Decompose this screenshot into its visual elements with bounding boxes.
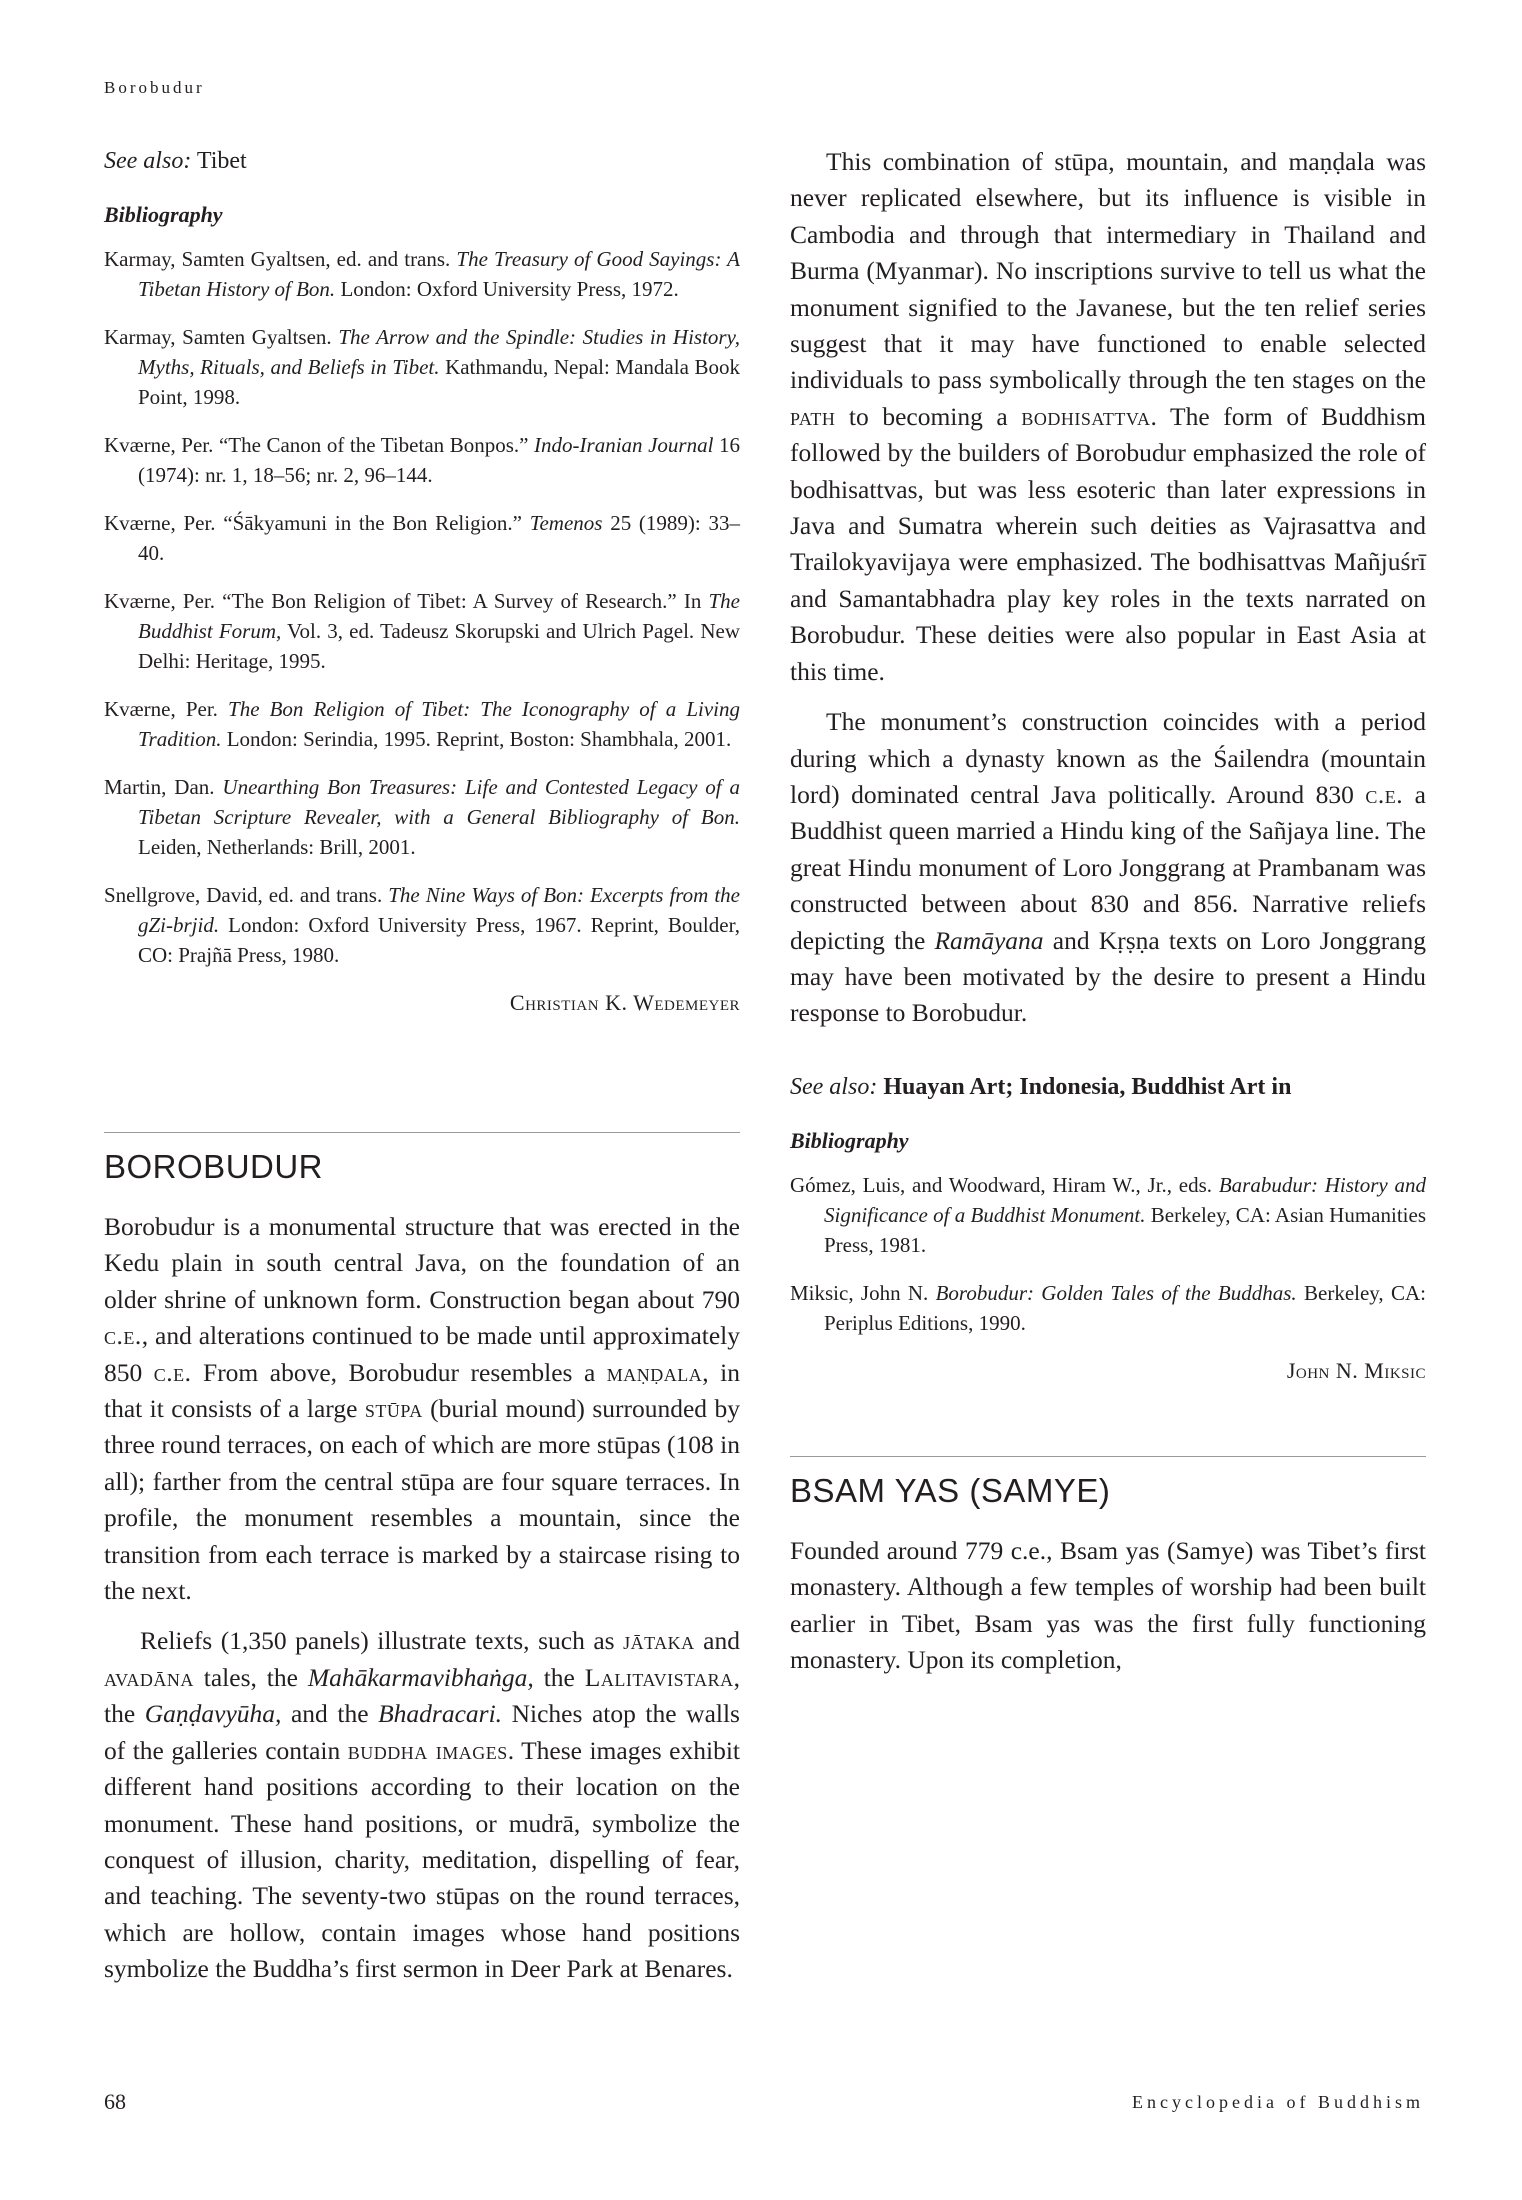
book-title-footer: Encyclopedia of Buddhism: [1132, 2092, 1424, 2112]
bibliography-entry: Miksic, John N. Borobudur: Golden Tales of the Buddhas. Berkeley, CA: Periplus Editions, 1990.: [790, 1280, 1426, 1335]
entry-title-borobudur: BOROBUDUR: [104, 1148, 324, 1185]
bon-bibliography-heading: Bibliography: [104, 202, 223, 227]
see-also-label: See also:: [790, 1073, 878, 1100]
entry-title-bsam-yas: BSAM YAS (SAMYE): [790, 1471, 1111, 1509]
cross-ref-bodhisattva[interactable]: bodhisattva: [1021, 401, 1151, 431]
borobudur-paragraph-4: The monument’s construction coincides with a period during which a dynasty known as the Śailendra (mountain lord) dominated central Java politically. Around 830 c.e. a Buddhist queen married a Hindu king of the Sañjaya line. The great Hindu monument of Loro Jonggrang at Prambanam was constructed between about 830 and 856. Narrative reliefs depicting the Ramāyana and Kṛṣṇa texts on Loro Jonggrang may have been motivated by the desire to present a Hindu response to Borobudur.: [790, 707, 1427, 1028]
page-number: 68: [104, 2089, 126, 2114]
left-column: [104, 140, 740, 2002]
borobudur-paragraph-1: Borobudur is a monumental structure that was erected in the Kedu plain in south central Java, on the foundation of an older shrine of unknown form. Construction began about 790 c.e., and alterations continued to be made until approximately 850 c.e. From above, Borobudur resembles a maṇḍala, in that it consists of a large stūpa (burial mound) surrounded by three round terraces, on each of which are more stūpas (108 in all); farther from the central stūpa are four square terraces. In profile, the monument resembles a mountain, since the transition from each terrace is marked by a staircase rising to the next.: [104, 1212, 741, 1606]
borobudur-see-also: [790, 1070, 1426, 1104]
borobudur-author-byline: John N. Miksic: [1286, 1357, 1426, 1383]
borobudur-bibliography-heading: Bibliography: [790, 1127, 909, 1153]
section-divider: [790, 1456, 1426, 1457]
bon-see-also: [104, 144, 740, 178]
bibliography-entry: Gómez, Luis, and Woodward, Hiram W., Jr., eds. Barabudur: History and Significance of a Buddhist Monument. Berkeley, CA: Asian Humanities Press, 1981.: [790, 1172, 1427, 1257]
see-also-link-tibet[interactable]: Tibet: [196, 148, 247, 174]
cross-ref-avadana[interactable]: avadāna: [104, 1662, 194, 1692]
bsam-yas-paragraph-1: Founded around 779 c.e., Bsam yas (Samye) was Tibet’s first monastery. Although a few temples of worship had been built earlier in Tibet, Bsam yas was the first fully functioning monastery. Upon its completion,: [790, 1535, 1426, 1674]
bibliography-entry: Snellgrove, David, ed. and trans. The Nine Ways of Bon: Excerpts from the gZi-brjid. London: Oxford University Press, 1967. Reprint, Boulder, CO: Prajñā Press, 1980.: [104, 883, 740, 967]
bibliography-entry: Kværne, Per. “Śākyamuni in the Bon Religion.” Temenos 25 (1989): 33–40.: [104, 511, 740, 565]
bibliography-entry: Karmay, Samten Gyaltsen. The Arrow and the Spindle: Studies in History, Myths, Rituals, and Beliefs in Tibet. Kathmandu, Nepal: Mandala Book Point, 1998.: [104, 325, 740, 409]
right-column-content: [790, 144, 1426, 1692]
cross-ref-stupa[interactable]: stūpa: [364, 1394, 423, 1424]
cross-ref-path[interactable]: path: [790, 401, 836, 431]
running-head: Borobudur: [104, 78, 205, 97]
section-divider: [104, 1132, 740, 1133]
bibliography-entry: Karmay, Samten Gyaltsen, ed. and trans. The Treasury of Good Sayings: A Tibetan History of Bon. London: Oxford University Press, 1972.: [104, 247, 741, 301]
see-also-links[interactable]: Huayan Art; Indonesia, Buddhist Art in: [883, 1073, 1292, 1100]
bibliography-entry: Kværne, Per. “The Canon of the Tibetan Bonpos.” Indo-Iranian Journal 16 (1974): nr. 1, 18–56; nr. 2, 96–144.: [104, 433, 740, 487]
bibliography-entry: Kværne, Per. “The Bon Religion of Tibet: A Survey of Research.” In The Buddhist Forum, Vol. 3, ed. Tadeusz Skorupski and Ulrich Pagel. New Delhi: Heritage, 1995.: [104, 589, 740, 673]
cross-ref-lalitavistara[interactable]: Lalitavistara: [584, 1662, 734, 1692]
see-also-label: See also:: [104, 148, 192, 174]
bon-author-byline: Christian K. Wedemeyer: [509, 990, 740, 1015]
bibliography-entry: Kværne, Per. The Bon Religion of Tibet: The Iconography of a Living Tradition. London: Serindia, 1995. Reprint, Boston: Shambhala, 2001.: [104, 697, 740, 751]
borobudur-paragraph-3: This combination of stūpa, mountain, and maṇḍala was never replicated elsewhere, but its influence is visible in Cambodia and through that intermediary in Thailand and Burma (Myanmar). No inscriptions survive to tell us what the monument signified to the Javanese, but the ten relief series suggest that it may have functioned to enable selected individuals to pass symbolically through the ten stages on the path to becoming a bodhisattva. The form of Buddhism followed by the builders of Borobudur emphasized the role of bodhisattvas, but was less esoteric than later expressions in Java and Sumatra wherein such deities as Vajrasattva and Trailokyavijaya were emphasized. The bodhisattvas Mañjuśrī and Samantabhadra play key roles in the texts narrated on Borobudur. These deities were also popular in East Asia at this time.: [790, 147, 1426, 686]
cross-ref-buddha-images[interactable]: buddha images: [347, 1735, 508, 1765]
cross-ref-jataka[interactable]: jātaka: [623, 1626, 695, 1656]
cross-ref-mandala[interactable]: maṇḍala: [606, 1357, 703, 1387]
bibliography-entry: Martin, Dan. Unearthing Bon Treasures: Life and Contested Legacy of a Tibetan Scripture Revealer, with a General Bibliography of Bon. Leiden, Netherlands: Brill, 2001.: [104, 775, 740, 859]
borobudur-paragraph-2: Reliefs (1,350 panels) illustrate texts, such as jātaka and avadāna tales, the Mahākarmavibhaṅga, the Lalitavistara, the Gaṇḍavyūha, and the Bhadracari. Niches atop the walls of the galleries contain buddha images. These images exhibit different hand positions according to their location on the monument. These hand positions, or mudrā, symbolize the conquest of illusion, charity, meditation, dispelling of fear, and teaching. The seventy-two stūpas on the round terraces, which are hollow, contain images whose hand positions symbolize the Buddha’s first sermon in Deer Park at Benares.: [104, 1626, 741, 1984]
